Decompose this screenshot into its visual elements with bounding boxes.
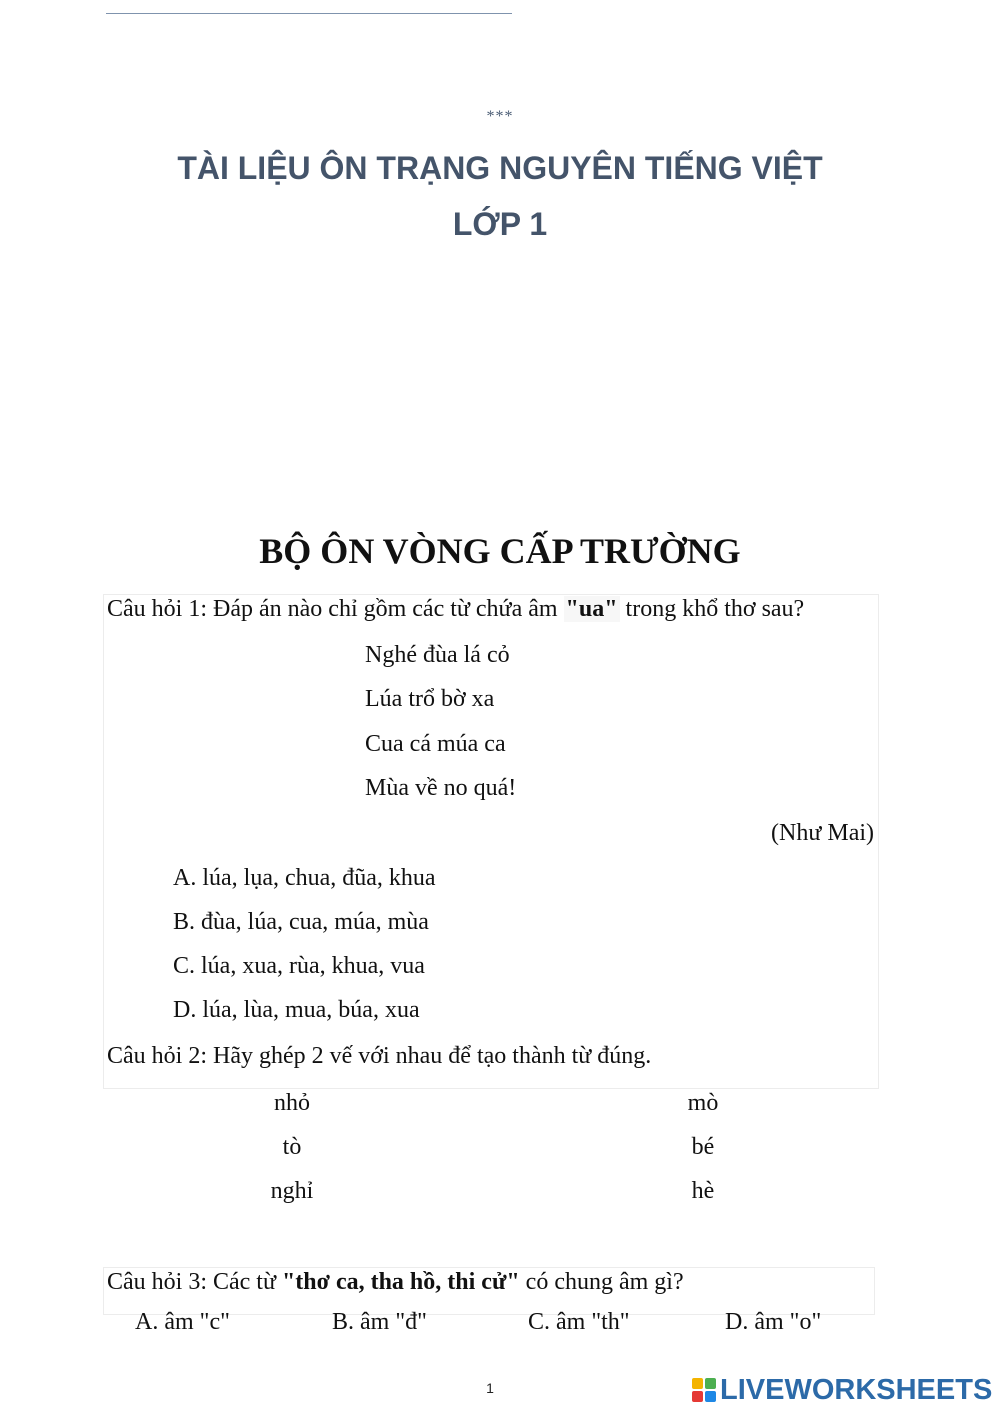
poem-line: Cua cá múa ca [365,731,506,757]
match-left-item[interactable]: tò [282,1134,302,1160]
match-left-item[interactable]: nghỉ [270,1178,314,1204]
question-1-keyword: "ua" [565,596,618,622]
match-right-item[interactable]: hè [691,1178,715,1204]
logo-grid-icon [692,1378,716,1402]
grade-label: LỚP 1 [452,206,548,242]
match-left-item[interactable]: nhỏ [274,1090,310,1116]
match-right-item[interactable]: bé [691,1134,715,1160]
question-3-prefix: Câu hỏi 3: Các từ [107,1269,282,1295]
logo-square [692,1378,703,1389]
poem-line: Mùa về no quá! [365,775,517,801]
question-3-option-c[interactable]: C. âm "th" [528,1309,630,1335]
question-1-suffix: trong khổ thơ sau? [619,596,805,622]
top-rule [106,13,512,14]
question-3-option-b[interactable]: B. âm "đ" [332,1309,427,1335]
logo-square [692,1391,703,1402]
question-3-suffix: có chung âm gì? [519,1269,684,1295]
section-title: BỘ ÔN VÒNG CẤP TRƯỜNG [259,531,741,571]
poem-line: Lúa trổ bờ xa [365,686,495,712]
question-1-option-a[interactable]: A. lúa, lụa, chua, đũa, khua [173,865,436,891]
poem-author: (Như Mai) [771,820,874,846]
liveworksheets-logo[interactable] [692,1374,992,1406]
question-1-option-d[interactable]: D. lúa, lùa, mua, búa, xua [173,997,420,1023]
logo-square [705,1391,716,1402]
match-right-item[interactable]: mò [687,1090,719,1116]
logo-square [705,1378,716,1389]
poem-line: Nghé đùa lá cỏ [365,642,510,668]
brand-name: LIVEWORKSHEETS [720,1373,993,1406]
question-3-text [107,1269,684,1296]
page-number: 1 [486,1380,494,1396]
question-3-keyword: "thơ ca, tha hồ, thi cử" [281,1269,520,1295]
question-1-option-b[interactable]: B. đùa, lúa, cua, múa, mùa [173,909,429,935]
question-1-prefix: Câu hỏi 1: Đáp án nào chỉ gồm các từ chứa âm [107,596,564,622]
question-2-text: Câu hỏi 2: Hãy ghép 2 vế với nhau để tạo thành từ đúng. [107,1043,652,1069]
question-3-option-d[interactable]: D. âm "o" [725,1309,822,1335]
question-3-option-a[interactable]: A. âm "c" [135,1309,230,1335]
document-title: TÀI LIỆU ÔN TRẠNG NGUYÊN TIẾNG VIỆT [177,150,823,186]
question-1-text [107,596,804,623]
header-stars: *** [486,108,514,125]
question-1-option-c[interactable]: C. lúa, xua, rùa, khua, vua [173,953,425,979]
